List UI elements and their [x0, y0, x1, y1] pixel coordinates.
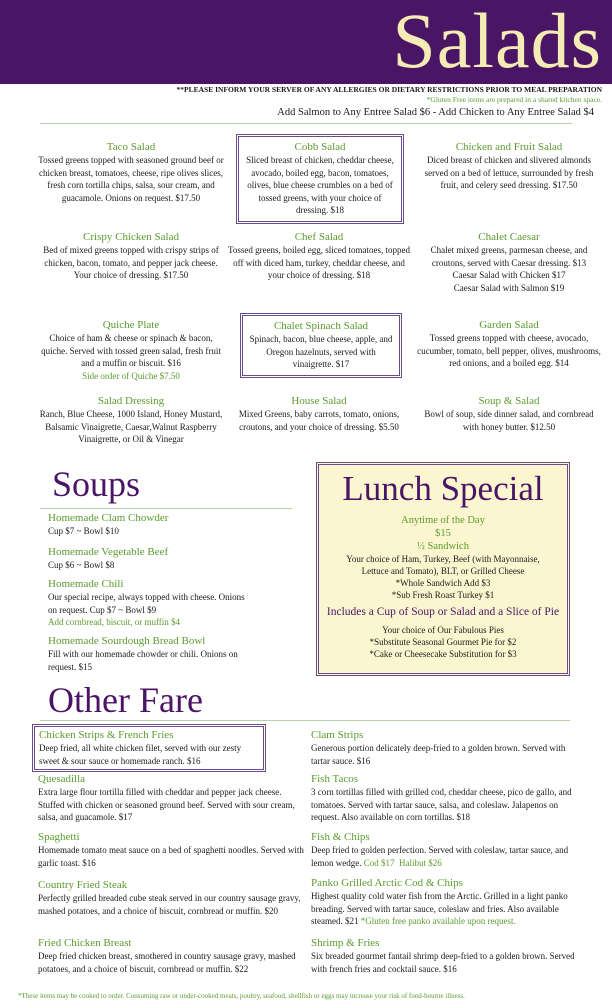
- salad-extra: Caesar Salad with Chicken $17: [452, 270, 566, 280]
- salad-item: [416, 140, 602, 192]
- salad-item-boxed: [240, 313, 402, 378]
- fare-item: [38, 936, 308, 975]
- fare-price-cod: Cod $17: [363, 857, 395, 868]
- lunch-sandwich: ½ Sandwich: [417, 541, 469, 552]
- fare-desc: Perfectly grilled breaded cube steak served in our country sausage gravy, mashed potatoes, and a choice of biscuit, cornbread or muffin. $20: [38, 893, 301, 916]
- fare-desc: Six breaded gourmet fantail shrimp deep-fried to a golden brown. Served with french fries and cocktail sauce. $16: [311, 951, 575, 974]
- fare-desc: Homemade tomato meat sauce on a bed of spaghetti noodles. Served with garlic toast. $16: [38, 845, 304, 868]
- allergy-note: **PLEASE INFORM YOUR SERVER OF ANY ALLERGIES OR DIETARY RESTRICTIONS PRIOR TO MEAL PREPARATION: [176, 85, 602, 94]
- salad-desc: Tossed greens topped with seasoned ground beef or chicken breast, tomatoes, cheese, ripe olives slices, fresh corn tortilla chips, salsa, sour cream, and guacamole. Onions on request. $17.50: [38, 155, 224, 203]
- salad-desc: Spinach, bacon, blue cheese, apple, and Oregon hazelnuts, served with vinaigrette. $17: [249, 334, 393, 369]
- lunch-special-box: [316, 462, 570, 676]
- salad-item: [38, 230, 224, 282]
- salad-title: Chalet Spinach Salad: [273, 320, 369, 332]
- salad-title: House Salad: [291, 395, 347, 407]
- salad-title: Quiche Plate: [102, 319, 160, 331]
- fare-title: Chicken Strips & French Fries: [39, 729, 174, 741]
- lunch-title: Lunch Special: [342, 469, 544, 508]
- fare-desc: Deep fried to golden perfection. Served with coleslaw, tartar sauce, and lemon wedge.: [311, 845, 569, 868]
- salad-extra: Caesar Salad with Salmon $19: [453, 282, 565, 293]
- fare-item: [38, 830, 308, 869]
- salad-desc: Mixed Greens, baby carrots, tomato, onions, croutons, and your choice of dressing. $5.50: [238, 409, 400, 432]
- salad-title: Garden Salad: [479, 319, 539, 331]
- fare-title: Shrimp & Fries: [311, 937, 380, 949]
- gluten-note: *Gluten Free items are prepared in a shared kitchen space.: [426, 95, 602, 104]
- salad-item: [226, 394, 412, 433]
- salad-item: [38, 140, 224, 204]
- soup-item: [48, 511, 298, 538]
- salad-title: Chalet Caesar: [478, 231, 540, 243]
- salad-desc: Tossed greens, boiled egg, sliced tomatoes, topped off with diced ham, turkey, cheddar cheese, and your choice of dressing. $18: [227, 245, 411, 280]
- soup-desc: Cup $7 ~ Bowl $10: [48, 526, 119, 536]
- salad-title: Chicken and Fruit Salad: [455, 141, 563, 153]
- salad-item-boxed: [236, 134, 404, 224]
- salad-title: Taco Salad: [106, 141, 156, 153]
- divider: [40, 508, 292, 509]
- soup-item: [48, 577, 248, 629]
- lunch-pie-sub: *Substitute Seasonal Gourmet Pie for $2: [369, 637, 517, 647]
- fare-item: [311, 772, 581, 824]
- fare-title: Fish & Chips: [311, 831, 370, 843]
- fare-desc: Generous portion delicately deep-fried to a golden brown. Served with tartar sauce. $16: [311, 743, 566, 766]
- soup-title: Homemade Vegetable Beef: [48, 546, 169, 558]
- soup-item: [48, 634, 248, 673]
- salad-title: Soup & Salad: [478, 395, 540, 407]
- soup-item: [48, 545, 298, 572]
- divider: [40, 720, 570, 721]
- salad-item: [38, 318, 224, 382]
- fare-title: Spaghetti: [38, 831, 80, 843]
- lunch-includes: Includes a Cup of Soup or Salad and a Slice of Pie: [326, 606, 560, 618]
- salad-desc: Sliced breast of chicken, cheddar cheese, avocado, boiled egg, bacon, tomatoes, olives, blue cheese crumbles on a bed of tossed greens, with your choice of dressing. $18: [246, 155, 394, 215]
- salad-desc: Diced breast of chicken and slivered almonds served on a bed of lettuce, surrounded by fresh fruit, and celery seed dressing. $17.50: [424, 155, 594, 190]
- fare-item: [311, 830, 581, 869]
- lunch-price: $15: [435, 528, 451, 539]
- soup-desc: Fill with our homemade chowder or chili. Onions on request. $15: [48, 649, 238, 672]
- fare-title: Panko Grilled Arctic Cod & Chips: [311, 877, 463, 889]
- addons-line: Add Salmon to Any Entree Salad $6 - Add Chicken to Any Entree Salad $4: [277, 107, 594, 118]
- fare-title: Quesadilla: [38, 773, 86, 785]
- salad-desc: Ranch, Blue Cheese, 1000 Island, Honey Mustard, Balsamic Vinaigrette, Caesar,Walnut Raspberry Vinaigrette, or Oil & Vinegar: [39, 409, 223, 444]
- fare-item: [38, 772, 308, 824]
- fare-item: [38, 878, 308, 917]
- fare-price-halibut: Halibut $26: [399, 857, 442, 868]
- soup-desc: Cup $6 ~ Bowl $8: [48, 560, 115, 570]
- salad-desc: Bed of mixed greens topped with crispy strips of chicken, bacon, tomato, and pepper jack cheese. Your choice of dressing. $17.50: [43, 245, 219, 280]
- lunch-sandwich-desc: Your choice of Ham, Turkey, Beef (with Mayonnaise, Lettuce and Tomato), BLT, or Grilled Cheese: [346, 554, 540, 576]
- salad-desc: Tossed greens topped with cheese, avocado, cucumber, tomato, bell pepper, olives, mushrooms, red onions, and a boiled egg. $14: [417, 333, 601, 368]
- soup-desc: Our special recipe, always topped with cheese. Onions on request. Cup $7 ~ Bowl $9: [48, 592, 245, 615]
- salad-extra: Side order of Quiche $7.50: [82, 370, 180, 381]
- lunch-pies: Your choice of Our Fabulous Pies: [382, 625, 504, 635]
- fare-desc: Highest quality cold water fish from the Arctic. Grilled in a light panko breading. Served with tartar sauce, coleslaw and fries. Also available steamed. $21: [311, 891, 568, 926]
- salad-item: [416, 230, 602, 294]
- fare-extra: *Gluten free panko available upon request.: [360, 916, 516, 926]
- fare-desc: Extra large flour tortilla filled with cheddar and pepper jack cheese. Stuffed with chicken or seasoned ground beef. Served with sour cream, salsa, and guacamole. $17: [38, 787, 295, 822]
- fare-item: [311, 728, 581, 767]
- footer-note: *These items may be cooked to order. Consuming raw or under-cooked meats, poultry, seafood, shellfish or eggs may increase your risk of food-bourne illness.: [18, 992, 465, 1000]
- salad-desc: Choice of ham & cheese or spinach & bacon, quiche. Served with tossed green salad, fresh fruit and a muffin or biscuit. $16: [41, 333, 221, 368]
- other-fare-title: Other Fare: [48, 680, 203, 720]
- salad-title: Crispy Chicken Salad: [83, 231, 179, 243]
- soup-title: Homemade Chili: [48, 578, 124, 590]
- lunch-whole: *Whole Sandwich Add $3: [395, 578, 491, 588]
- salad-desc: Bowl of soup, side dinner salad, and cornbread with honey butter. $12.50: [424, 409, 594, 432]
- salad-title: Cobb Salad: [294, 141, 346, 153]
- salad-item: [416, 394, 602, 433]
- salad-title: Salad Dressing: [97, 395, 165, 407]
- soups-title: Soups: [52, 464, 141, 504]
- salad-item: [38, 394, 224, 446]
- salad-item: [226, 230, 412, 282]
- fare-desc: Deep fried chicken breast, smothered in country sausage gravy, mashed potatoes, and a choice of biscuit, cornbread or muffin. $22: [38, 951, 296, 974]
- lunch-cake-sub: *Cake or Cheesecake Substitution for $3: [369, 649, 517, 659]
- fare-title: Clam Strips: [311, 729, 364, 741]
- fare-desc: 3 corn tortillas filled with grilled cod, cheddar cheese, pico de gallo, and tomatoes. Served with tartar sauce, salsa, and coleslaw. Jalapenos on request. Also available on corn tortillas. $18: [311, 787, 572, 822]
- fare-item-boxed: [32, 724, 266, 772]
- salad-desc: Chalet mixed greens, parmesan cheese, and croutons, served with Caesar dressing. $13: [430, 245, 588, 268]
- salad-item: [416, 318, 602, 370]
- fare-title: Fish Tacos: [311, 773, 359, 785]
- fare-title: Country Fried Steak: [38, 879, 128, 891]
- soup-title: Homemade Sourdough Bread Bowl: [48, 635, 206, 647]
- divider: [40, 123, 572, 124]
- soup-extra: Add cornbread, biscuit, or muffin $4: [48, 617, 181, 627]
- fare-title: Fried Chicken Breast: [38, 937, 132, 949]
- fare-item: [311, 936, 581, 975]
- lunch-sub: *Sub Fresh Roast Turkey $1: [391, 590, 495, 600]
- page-title: Salads: [392, 0, 602, 84]
- salad-title: Chef Salad: [294, 231, 344, 243]
- lunch-time: Anytime of the Day: [401, 515, 485, 526]
- soup-title: Homemade Clam Chowder: [48, 512, 169, 524]
- fare-desc: Deep fried, all white chicken filet, served with our zesty sweet & sour sauce or homemade ranch. $16: [39, 743, 242, 766]
- fare-item: [311, 876, 587, 928]
